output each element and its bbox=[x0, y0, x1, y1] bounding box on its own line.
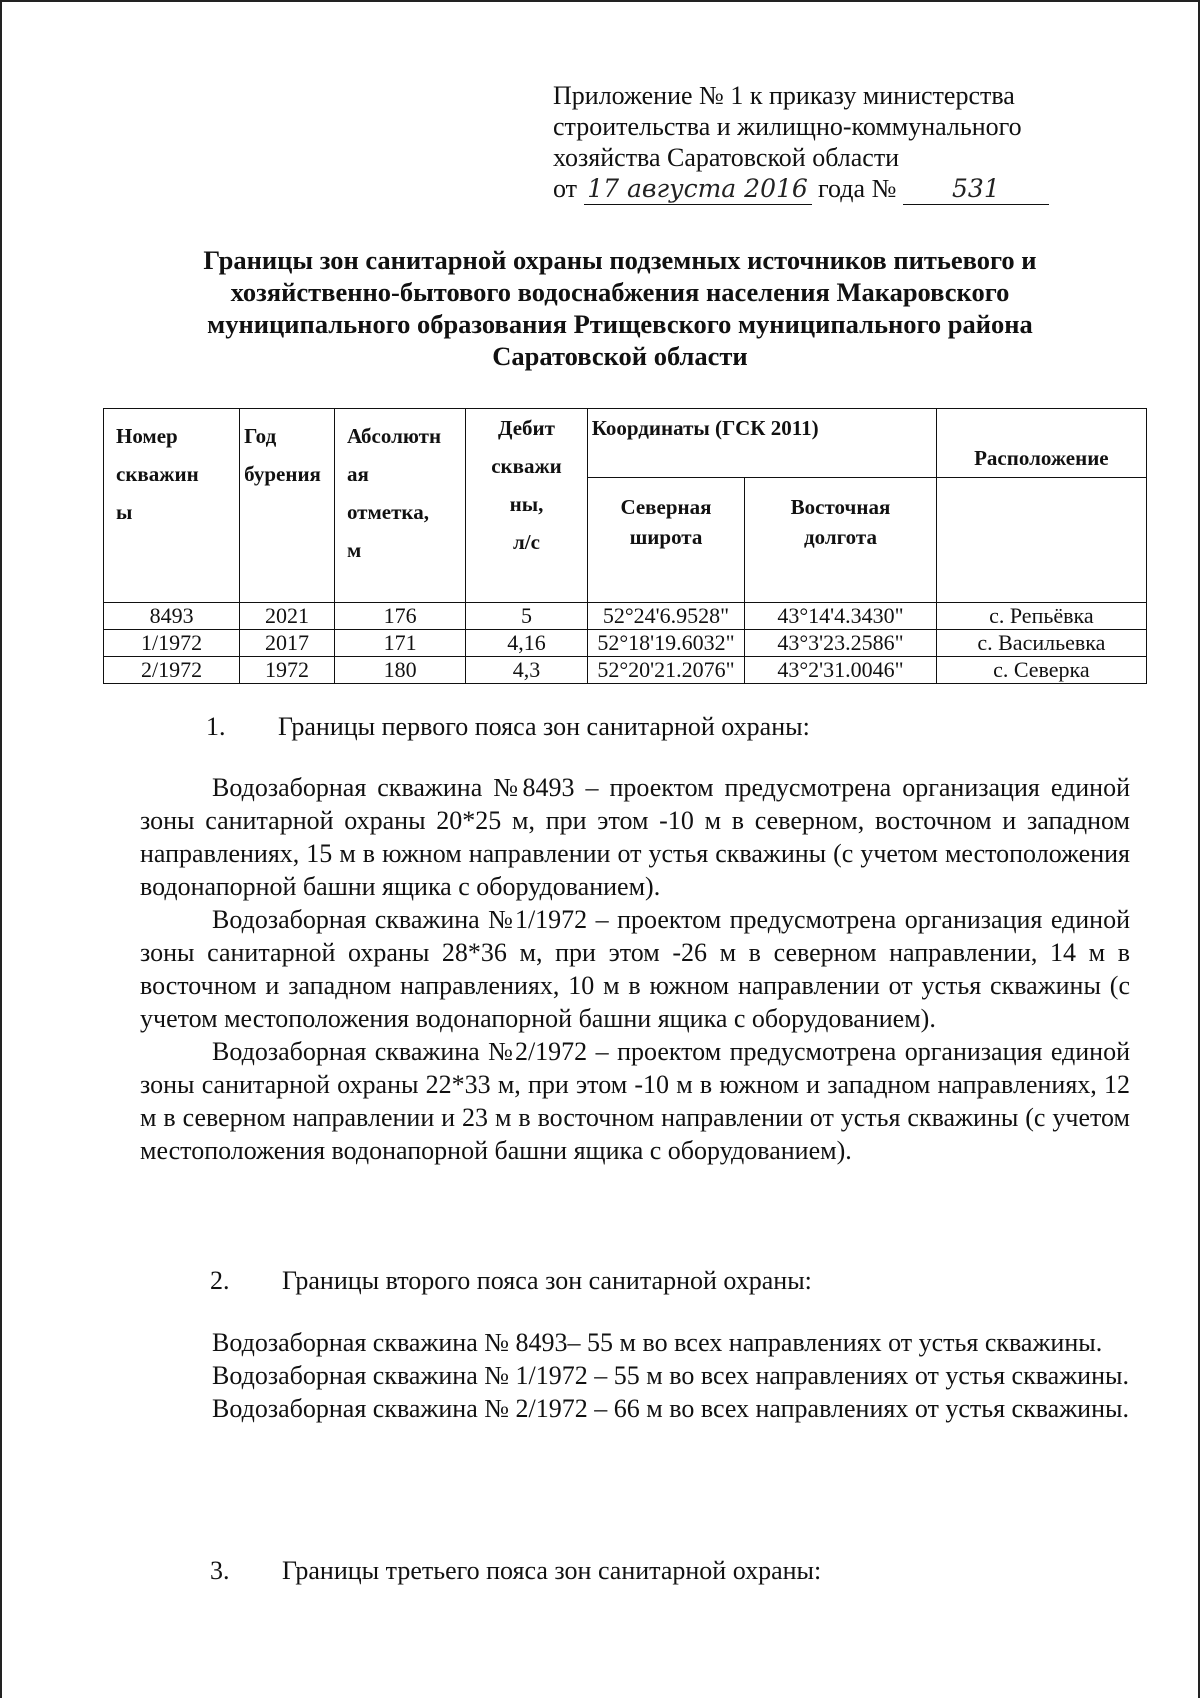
header-drill-year bbox=[240, 409, 335, 603]
cell-longitude: 43°14'4.3430" bbox=[745, 603, 937, 630]
header-text: широта bbox=[629, 525, 703, 549]
scan-edge-left bbox=[0, 0, 2, 1698]
cell-debit: 4,16 bbox=[466, 630, 587, 657]
header-text: Номер bbox=[116, 424, 178, 448]
cell-year: 1972 bbox=[240, 657, 335, 684]
cell-location: с. Репьёвка bbox=[936, 603, 1146, 630]
cell-latitude: 52°18'19.6032" bbox=[587, 630, 745, 657]
appendix-line-3: хозяйства Саратовской области bbox=[553, 143, 900, 172]
header-location-blank bbox=[936, 478, 1146, 603]
header-altitude bbox=[334, 409, 465, 603]
paragraph: Водозаборная скважина № 1/1972 – 55 м во всех направлениях от устья скважины. bbox=[212, 1361, 1129, 1390]
cell-latitude: 52°20'21.2076" bbox=[587, 657, 745, 684]
section-2-body bbox=[140, 1326, 1130, 1425]
table-header-row bbox=[104, 409, 1147, 478]
section-number: 3. bbox=[210, 1556, 230, 1585]
header-longitude bbox=[745, 478, 937, 603]
paragraph: Водозаборная скважина №1/1972 – проектом предусмотрена организация единой зоны санитарной охраны 28*36 м, при этом -26 м в северном направлении, 14 м в восточном и западном направлениях, 10 м в южном направлении от устья скважины (с учетом местоположения водонапорной башни ящика с оборудованием). bbox=[140, 905, 1130, 1033]
document-title bbox=[150, 244, 1090, 372]
header-location bbox=[936, 409, 1146, 478]
table-row bbox=[104, 603, 1147, 630]
paragraph: Водозаборная скважина №2/1972 – проектом предусмотрена организация единой зоны санитарной охраны 22*33 м, при этом -10 м в южном и западном направлениях, 12 м в северном направлении и 23 м в восточном направлении от устья скважины (с учетом местоположения водонапорной башни ящика с оборудованием). bbox=[140, 1037, 1130, 1165]
appendix-line-2: строительства и жилищно-коммунального bbox=[553, 112, 1022, 141]
header-text: отметка, bbox=[346, 500, 429, 524]
header-text: Северная bbox=[620, 495, 712, 519]
header-text: скважин bbox=[116, 462, 199, 486]
cell-longitude: 43°2'31.0046" bbox=[745, 657, 937, 684]
header-text: Расположение bbox=[974, 446, 1109, 470]
year-number-label: года № bbox=[818, 174, 897, 203]
cell-latitude: 52°24'6.9528" bbox=[587, 603, 745, 630]
wells-table bbox=[103, 408, 1147, 684]
cell-altitude: 176 bbox=[334, 603, 465, 630]
header-text: ая bbox=[346, 462, 369, 486]
header-text: ны, bbox=[509, 492, 544, 516]
header-text: м bbox=[346, 538, 362, 562]
cell-altitude: 171 bbox=[334, 630, 465, 657]
title-line-2: хозяйственно-бытового водоснабжения населения Макаровского bbox=[230, 277, 1010, 307]
cell-well-number: 1/1972 bbox=[104, 630, 240, 657]
header-well-number bbox=[104, 409, 240, 603]
appendix-date-line bbox=[553, 173, 1093, 205]
cell-well-number: 2/1972 bbox=[104, 657, 240, 684]
cell-location: с. Васильевка bbox=[936, 630, 1146, 657]
cell-location: с. Северка bbox=[936, 657, 1146, 684]
paragraph: Водозаборная скважина № 2/1972 – 66 м во всех направлениях от устья скважины. bbox=[212, 1394, 1129, 1423]
header-text: Год bbox=[244, 424, 277, 448]
section-number: 1. bbox=[206, 712, 226, 741]
cell-debit: 5 bbox=[466, 603, 587, 630]
section-1-heading bbox=[206, 712, 810, 742]
cell-debit: 4,3 bbox=[466, 657, 587, 684]
header-text: бурения bbox=[244, 462, 321, 486]
table-row bbox=[104, 657, 1147, 684]
cell-year: 2021 bbox=[240, 603, 335, 630]
cell-year: 2017 bbox=[240, 630, 335, 657]
header-text: Восточная bbox=[790, 495, 891, 519]
header-debit bbox=[466, 409, 587, 603]
header-text: Дебит bbox=[498, 416, 555, 440]
appendix-header bbox=[553, 80, 1093, 205]
table-row bbox=[104, 630, 1147, 657]
section-number: 2. bbox=[210, 1266, 230, 1295]
title-line-4: Саратовской области bbox=[492, 341, 748, 371]
section-heading-text: Границы второго пояса зон санитарной охраны: bbox=[282, 1266, 812, 1295]
header-text: долгота bbox=[804, 525, 877, 549]
section-2-heading bbox=[210, 1266, 812, 1296]
header-text: л/с bbox=[513, 530, 540, 554]
section-3-heading bbox=[210, 1556, 821, 1586]
handwritten-date: 17 августа 2016 bbox=[584, 173, 812, 205]
header-text: ы bbox=[116, 500, 133, 524]
scan-edge-top bbox=[0, 0, 1200, 2]
paragraph: Водозаборная скважина №8493 – проектом предусмотрена организация единой зоны санитарной охраны 20*25 м, при этом -10 м в северном, восточном и западном направлениях, 15 м в южном направлении от устья скважины (с учетом местоположения водонапорной башни ящика с оборудованием). bbox=[140, 773, 1130, 901]
cell-longitude: 43°3'23.2586" bbox=[745, 630, 937, 657]
appendix-line-1: Приложение № 1 к приказу министерства bbox=[553, 81, 1015, 110]
header-latitude bbox=[587, 478, 745, 603]
handwritten-number: 531 bbox=[903, 173, 1049, 205]
title-line-3: муниципального образования Ртищевского муниципального района bbox=[207, 309, 1033, 339]
section-1-body bbox=[140, 771, 1130, 1167]
section-heading-text: Границы третьего пояса зон санитарной охраны: bbox=[282, 1556, 822, 1585]
header-text: Абсолютн bbox=[346, 424, 442, 448]
header-coordinates: Координаты (ГСК 2011) bbox=[587, 409, 936, 478]
header-text: скважи bbox=[491, 454, 562, 478]
paragraph: Водозаборная скважина № 8493– 55 м во всех направлениях от устья скважины. bbox=[212, 1328, 1103, 1357]
section-heading-text: Границы первого пояса зон санитарной охраны: bbox=[278, 712, 810, 741]
cell-well-number: 8493 bbox=[104, 603, 240, 630]
from-label: от bbox=[553, 174, 578, 203]
cell-altitude: 180 bbox=[334, 657, 465, 684]
title-line-1: Границы зон санитарной охраны подземных источников питьевого и bbox=[203, 245, 1037, 275]
